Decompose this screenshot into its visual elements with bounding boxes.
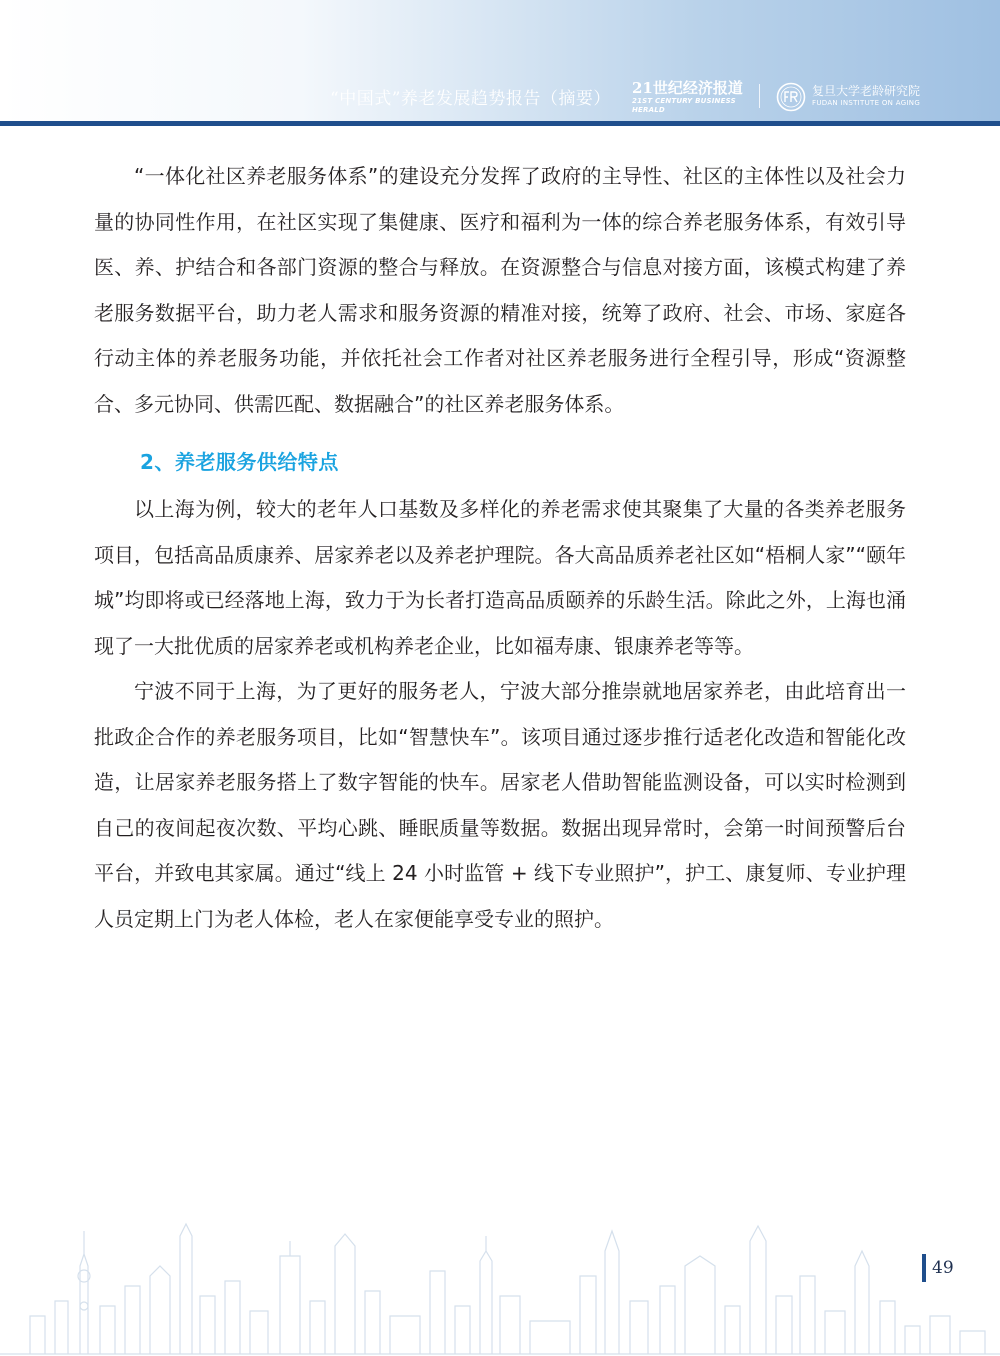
institute-name-cn: 复旦大学老龄研究院 <box>812 84 921 98</box>
paragraph-shanghai: 以上海为例，较大的老年人口基数及多样化的养老需求使其聚集了大量的各类养老服务项目，包括高品质康养、居家养老以及养老护理院。各大高品质养老社区如“梧桐人家”“颐年城”均即将或已经落地上海，致力于为长者打造高品质颐养的乐龄生活。除此之外，上海也涌现了一大批优质的居家养老或机构养老企业，比如福寿康、银康养老等等。 <box>94 497 906 658</box>
institute-name-en: FUDAN INSTITUTE ON AGING <box>812 99 921 107</box>
report-title: “中国式”养老发展趋势报告（摘要） <box>330 89 611 109</box>
header-rule <box>0 121 1000 126</box>
paragraph-community-system: “一体化社区养老服务体系”的建设充分发挥了政府的主导性、社区的主体性以及社会力量的协同性作用，在社区实现了集健康、医疗和福利为一体的综合养老服务体系，有效引导医、养、护结合和各部门资源的整合与释放。在资源整合与信息对接方面，该模式构建了养老服务数据平台，助力老人需求和服务资源的精准对接，统筹了政府、社会、市场、家庭各行动主体的养老服务功能，并依托社会工作者对社区养老服务进行全程引导，形成“资源整合、多元协同、供需匹配、数据融合”的社区养老服务体系。 <box>94 164 906 416</box>
institute-name <box>812 84 920 108</box>
main-content <box>94 154 906 942</box>
publisher-logo-cn: 21世纪经济报道 <box>632 79 743 97</box>
institute-seal-icon <box>776 82 806 112</box>
paragraph-ningbo: 宁波不同于上海，为了更好的服务老人，宁波大部分推崇就地居家养老，由此培育出一批政企合作的养老服务项目，比如“智慧快车”。该项目通过逐步推行适老化改造和智能化改造，让居家养老服务搭上了数字智能的快车。居家老人借助智能监测设备，可以实时检测到自己的夜间起夜次数、平均心跳、睡眠质量等数据。数据出现异常时，会第一时间预警后台平台，并致电其家属。通过“线上 24 小时监管 + 线下专业照护”，护工、康复师、专业护理人员定期上门为老人体检，老人在家便能享受专业的照护。 <box>94 679 906 931</box>
publisher-logo-en: 21ST CENTURY BUSINESS HERALD <box>632 97 736 114</box>
city-skyline-illustration <box>0 1206 1000 1356</box>
page-number: 49 <box>922 1254 974 1282</box>
header-divider <box>759 84 760 108</box>
page-header <box>0 0 1000 126</box>
section-heading: 2、养老服务供给特点 <box>140 450 339 474</box>
publisher-logo <box>632 80 744 115</box>
